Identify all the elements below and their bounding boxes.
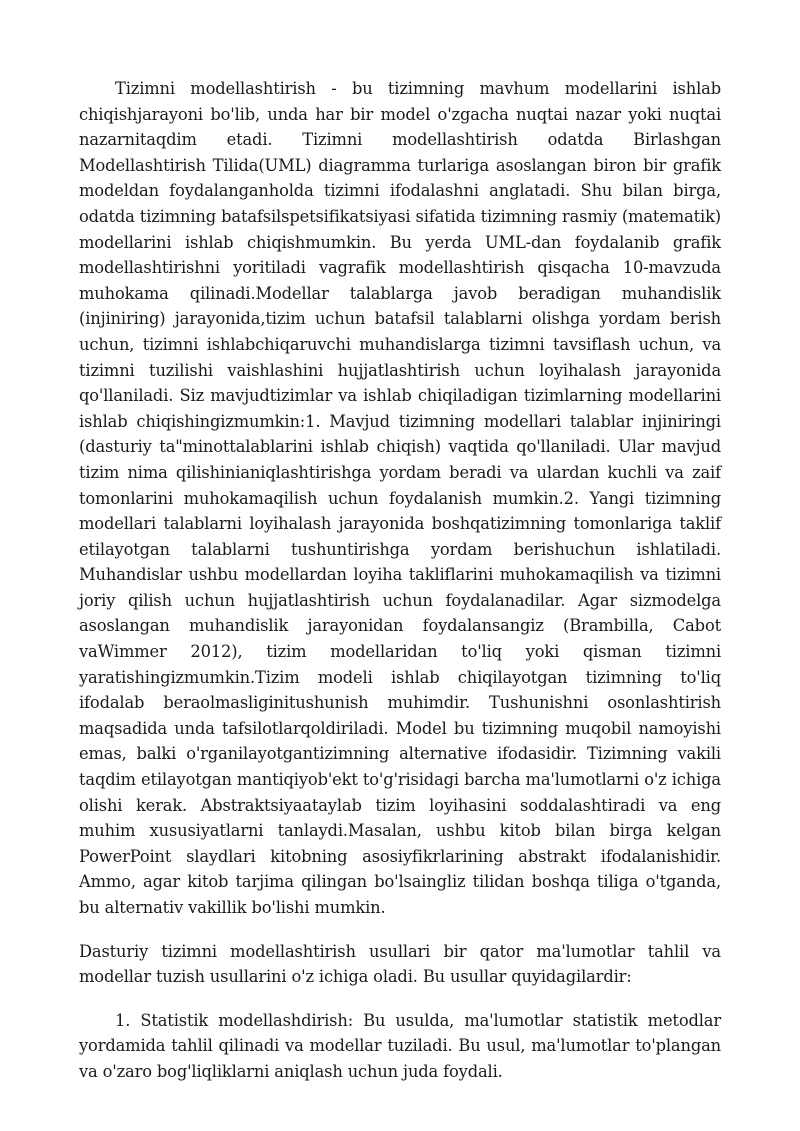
paragraph-modeling-methods-intro: Dasturiy tizimni modellashtirish usullari bir qator ma'lumotlar tahlil va modellar tuzish usullarini o'z ichiga oladi. Bu usullar quyidagilardir: — [79, 941, 721, 987]
list-item-statistical-modeling: 1. Statistik modellashdirish: Bu usulda, ma'lumotlar statistik metodlar yordamida tahlil qilinadi va modellar tuziladi. Bu usul, ma'lumotlar to'plangan va o'zaro bog'liqliklarni aniqlash uchun juda foydali. — [79, 1010, 721, 1081]
paragraph-system-modeling: Tizimni modellashtirish - bu tizimning mavhum modellarini ishlab chiqishjarayoni bo'lib, unda har bir model o'zgacha nuqtai nazar yoki nuqtai nazarnitaqdim etadi. Tizimni modellashtirish odatda Birlashgan Modellashtirish Tilida(UML) diagramma turlariga asoslangan biron bir grafik modeldan foydalanganholda tizimni ifodalashni anglatadi. Shu bilan birga, odatda tizimning batafsilspetsifikatsiyasi sifatida tizimning rasmiy (matematik) modellarini ishlab chiqishmumkin. Bu yerda UML-dan foydalanib grafik modellashtirishni yoritiladi vagrafik modellashtirish qisqacha 10-mavzuda muhokama qilinadi.Modellar talablarga javob beradigan muhandislik (injiniring) jarayonida,tizim uchun batafsil talablarni olishga yordam berish uchun, tizimni ishlabchiqaruvchi muhandislarga tizimni tavsiflash uchun, va tizimni tuzilishi vaishlashini hujjatlashtirish uchun loyihalash jarayonida qo'llaniladi. Siz mavjudtizimlar va ishlab chiqiladigan tizimlarning modellarini ishlab chiqishingizmumkin:1. Mavjud tizimning modellari talablar injiniringi (dasturiy ta"minottalablarini ishlab chiqish) vaqtida qo'llaniladi. Ular mavjud tizim nima qilishinianiqlashtirishga yordam beradi va ulardan kuchli va zaif tomonlarini muhokamaqilish uchun foydalanish mumkin.2. Yangi tizimning modellari talablarni loyihalash jarayonida boshqatizimning tomonlariga taklif etilayotgan talablarni tushuntirishga yordam berishuchun ishlatiladi. Muhandislar ushbu modellardan loyiha takliflarini muhokamaqilish va tizimni joriy qilish uchun hujjatlashtirish uchun foydalanadilar. Agar sizmodelga asoslangan muhandislik jarayonidan foydalansangiz (Brambilla, Cabot vaWimmer 2012), tizim modellaridan to'liq yoki qisman tizimni yaratishingizmumkin.Tizim modeli ishlab chiqilayotgan tizimning to'liq ifodalab beraolmasliginitushunish muhimdir. Tushunishni osonlashtirish maqsadida unda tafsilotlarqoldiriladi. Model bu tizimning muqobil namoyishi emas, balki o'rganilayotgantizimning alternative ifodasidir. Tizimning vakili taqdim etilayotgan mantiqiyob'ekt to'g'risidagi barcha ma'lumotlarni o'z ichiga olishi kerak. Abstraktsiyaataylab tizim loyihasini soddalashtiradi va eng muhim xususiyatlarni tanlaydi.Masalan, ushbu kitob bilan birga kelgan PowerPoint slaydlari kitobning asosiyfikrlarining abstrakt ifodalanishidir. Ammo, agar kitob tarjima qilingan bo'lsaingliz tilidan boshqa tiliga o'tganda, bu alternativ vakillik bo'lishi mumkin. — [79, 79, 721, 917]
document-body — [79, 76, 721, 1085]
